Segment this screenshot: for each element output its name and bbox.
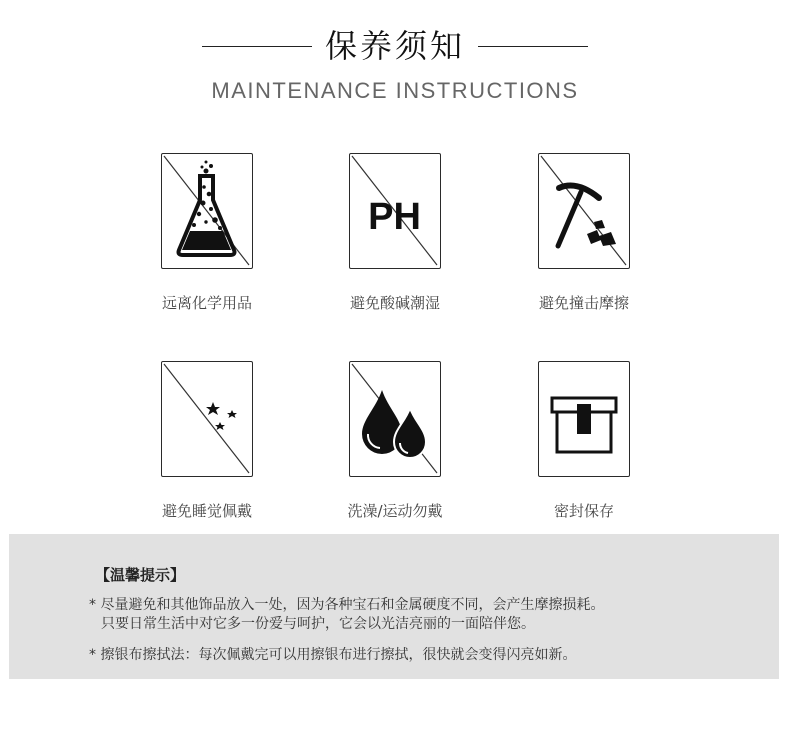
label-chemical: 远离化学用品	[161, 294, 252, 312]
label-moon: 避免睡觉佩戴	[161, 502, 252, 520]
ph-text: PH	[368, 196, 421, 238]
tip-line-3: * 擦银布擦拭法：每次佩戴完可以用擦银布进行擦拭，很快就会变得闪亮如新。	[89, 647, 577, 663]
card-box	[538, 361, 630, 477]
label-drops: 洗澡/运动勿戴	[347, 502, 443, 520]
pickaxe-rock-icon	[539, 154, 628, 267]
title-divider-right	[478, 46, 588, 47]
label-box: 密封保存	[553, 502, 614, 520]
page-title: 保养须知	[324, 27, 465, 65]
ph-icon	[350, 154, 439, 267]
card-chemical	[161, 153, 253, 269]
card-ph	[349, 153, 441, 269]
sealed-box-icon	[539, 362, 628, 475]
tips-title: 【温馨提示】	[95, 566, 186, 584]
page-subtitle: MAINTENANCE INSTRUCTIONS	[211, 78, 579, 103]
label-pickaxe: 避免撞击摩擦	[538, 294, 629, 312]
card-moon	[161, 361, 253, 477]
tips-panel	[9, 534, 779, 679]
card-pickaxe	[538, 153, 630, 269]
tip-line-1: * 尽量避免和其他饰品放入一处，因为各种宝石和金属硬度不同，会产生摩擦损耗。	[89, 597, 605, 613]
title-row	[0, 24, 790, 68]
tip-line-2: 只要日常生活中对它多一份爱与呵护，它会以光洁亮丽的一面陪伴您。	[101, 616, 535, 632]
title-divider-left	[202, 46, 312, 47]
chemical-flask-icon	[162, 154, 251, 267]
moon-stars-icon	[162, 362, 251, 475]
card-drops	[349, 361, 441, 477]
label-ph: 避免酸碱潮湿	[349, 294, 440, 312]
water-drops-icon	[350, 362, 439, 475]
